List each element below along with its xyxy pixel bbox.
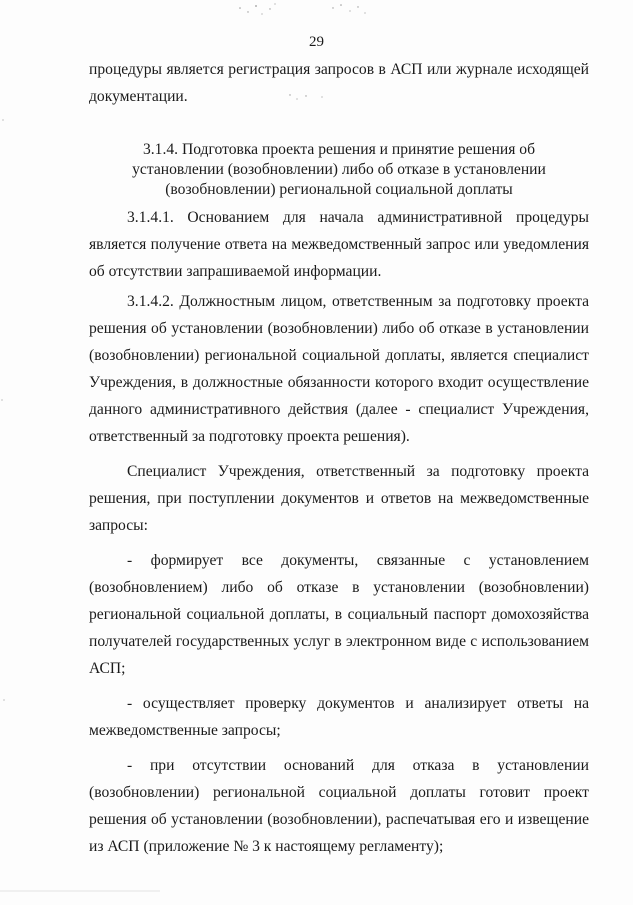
- body-text: [89, 204, 589, 860]
- paragraph-specialist: Специалист Учреждения, ответственный за подготовку проекта решения, при поступлении документов и ответов на межведомственные запросы:: [89, 463, 589, 534]
- section-heading-line-1: 3.1.4. Подготовка проекта решения и принятие решения об: [142, 141, 536, 158]
- section-heading-line-2: установлении (возобновлении) либо об отказе в установлении: [132, 161, 546, 178]
- page-number: 29: [309, 34, 324, 50]
- section-heading-line-3: (возобновлении) региональной социальной доплаты: [165, 181, 513, 198]
- list-item-checks-documents: - осуществляет проверку документов и анализирует ответы на межведомственные запросы;: [89, 695, 589, 739]
- list-item-forms-documents: - формирует все документы, связанные с установлением (возобновлением) либо об отказе в установлении (возобновлении) региональной социальной доплаты, в социальный паспорт домохозяйства получателей государственных услуг в электронном виде с использованием АСП;: [89, 552, 589, 677]
- continuation-paragraph: [89, 56, 589, 110]
- section-heading: [89, 140, 589, 200]
- paragraph-3-1-4-1: 3.1.4.1. Основанием для начала административной процедуры является получение ответа на межведомственный запрос или уведомления об отсутствии запрашиваемой информации.: [89, 209, 589, 280]
- list-item-prepares-draft: - при отсутствии оснований для отказа в установлении (возобновлении) региональной социальной доплаты готовит проект решения об установлении (возобновлении), распечатывая его и извещение из АСП (приложение № 3 к настоящему регламенту);: [89, 757, 589, 855]
- paragraph-3-1-4-2: 3.1.4.2. Должностным лицом, ответственным за подготовку проекта решения об установлении (возобновлении) либо об отказе в установлении (возобновлении) региональной социальной доплаты, является специалист Учреждения, в должностные обязанности которого входит осуществление данного административного действия (далее - специалист Учреждения, ответственный за подготовку проекта решения).: [89, 293, 589, 445]
- continuation-text: процедуры является регистрация запросов в АСП или журнале исходящей документации.: [89, 61, 589, 105]
